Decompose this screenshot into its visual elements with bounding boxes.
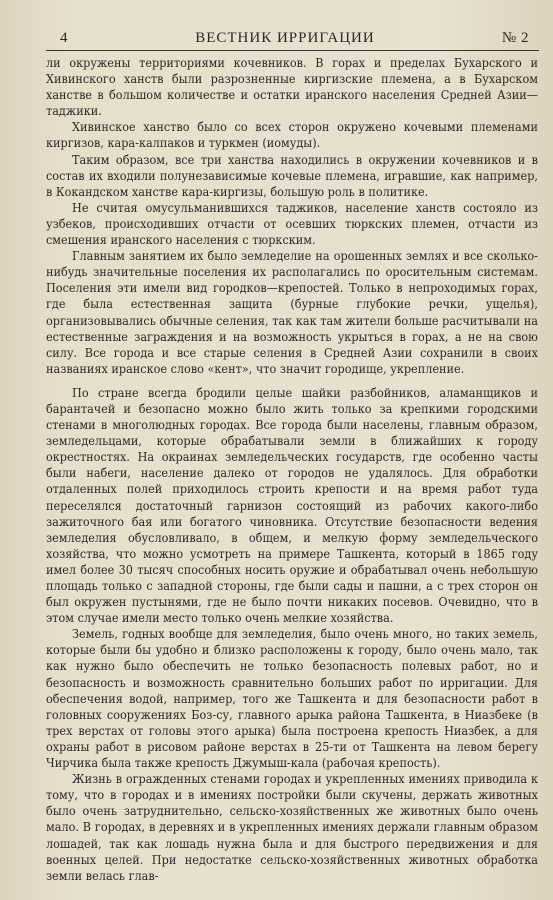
paragraph: Хивинское ханство было со всех сторон окружено кочевыми племенами киргизов, кара-калпаков и туркмен (иомуды). (46, 120, 538, 151)
paragraph: ли окружены территориями кочевников. В горах и пределах Бухарского и Хивинского ханств были разрозненные киргизские племена, а в Бухарском ханстве в большом количестве и остатки иранского населения Средней Азии—таджики. (46, 56, 538, 119)
issue-number: № 2 (501, 30, 529, 46)
paragraph: Главным занятием их было земледелие на орошенных землях и все сколько-нибудь значительные поселения их располагались по оросительным системам. Поселения эти имели вид городков—крепостей. Только в непроходимых горах, где была естественная защита (бурные глубокие речки, ущелья), организовывались обычные селения, так как там жители больше расчитывали на естественные заграждения и на возможность укрыться в горах, а не на свою силу. Все города и все старые селения в Средней Азии сохранили в своих названиях иранское слово «кент», что значит городище, укрепление. (46, 249, 538, 376)
paragraph: По стране всегда бродили целые шайки разбойников, аламанщиков и барантачей и безопасно можно было жить только за крепкими городскими стенами в многолюдных городах. Все города были населены, главным образом, земледельцами, которые обрабатывали земли в ближайших к городу окрестностях. На окраинах земледельческих государств, где особенно часты были набеги, население далеко от городов не удалялось. Для обработки отдаленных полей приходилось строить крепости и на время работ туда переселялся достаточный гарнизон состоящий из рабочих какого-либо зажиточного бая или богатого чиновника. Отсутствие безопасности ведения земледелия обусловливало, в общем, и мелкую форму земледельческого хозяйства, что можно усмотреть на примере Ташкента, который в 1865 году имел более 30 тысяч способных носить оружие и обрабатывал очень небольшую площадь только с западной стороны, где были сады и пашни, а с трех сторон он был окружен пустынями, где не было почти никаких посевов. Очевидно, что в этом случае имели место только очень мелкие хозяйства. (46, 385, 538, 626)
page-number: 4 (60, 30, 68, 46)
header-rule (46, 50, 539, 51)
paragraph: Не считая омусульманившихся таджиков, население ханств состояло из узбеков, происходивших отчасти от осевших тюркских племен, отчасти из смешения иранского населения с тюркским. (46, 200, 538, 248)
article-body (46, 55, 538, 884)
journal-title: ВЕСТНИК ИРРИГАЦИИ (195, 30, 375, 46)
paragraph: Жизнь в огражденных стенами городах и укрепленных имениях приводила к тому, что в городах и в имениях постройки были скучены, держать животных было очень затруднительно, сельско-хозяйственных же животных было очень мало. В городах, в деревнях и в укрепленных имениях держали главным образом лошадей, так как лошадь нужна была и для быстрого передвижения и для военных целей. При недостатке сельско-хозяйственных животных обработка земли велась глав- (46, 772, 538, 883)
running-header (46, 30, 539, 47)
paragraph: Земель, годных вообще для земледелия, было очень много, но таких земель, которые были бы удобно и близко расположены к городу, было очень мало, так как нужно было обеспечить не только безопасность полевых работ, но и безопасность и возможность сравнительно больших работ по ирригации. Для обеспечения водой, например, того же Ташкента и для безопасности работ в головных сооружениях Боз-су, главного арыка района Ташкента, в Ниазбеке (в трех верстах от головы этого арыка) была построена крепость Ниазбек, а для охраны работ в рисовом районе верстах в 25-ти от Ташкента на левом берегу Чирчика была также крепость Джумыш-кала (рабочая крепость). (46, 627, 538, 771)
paragraph: Таким образом, все три ханства находились в окружении кочевников и в состав их входили полунезависимые кочевые племена, игравшие, как например, в Кокандском ханстве кара-киргизы, большую роль в политике. (46, 152, 538, 199)
